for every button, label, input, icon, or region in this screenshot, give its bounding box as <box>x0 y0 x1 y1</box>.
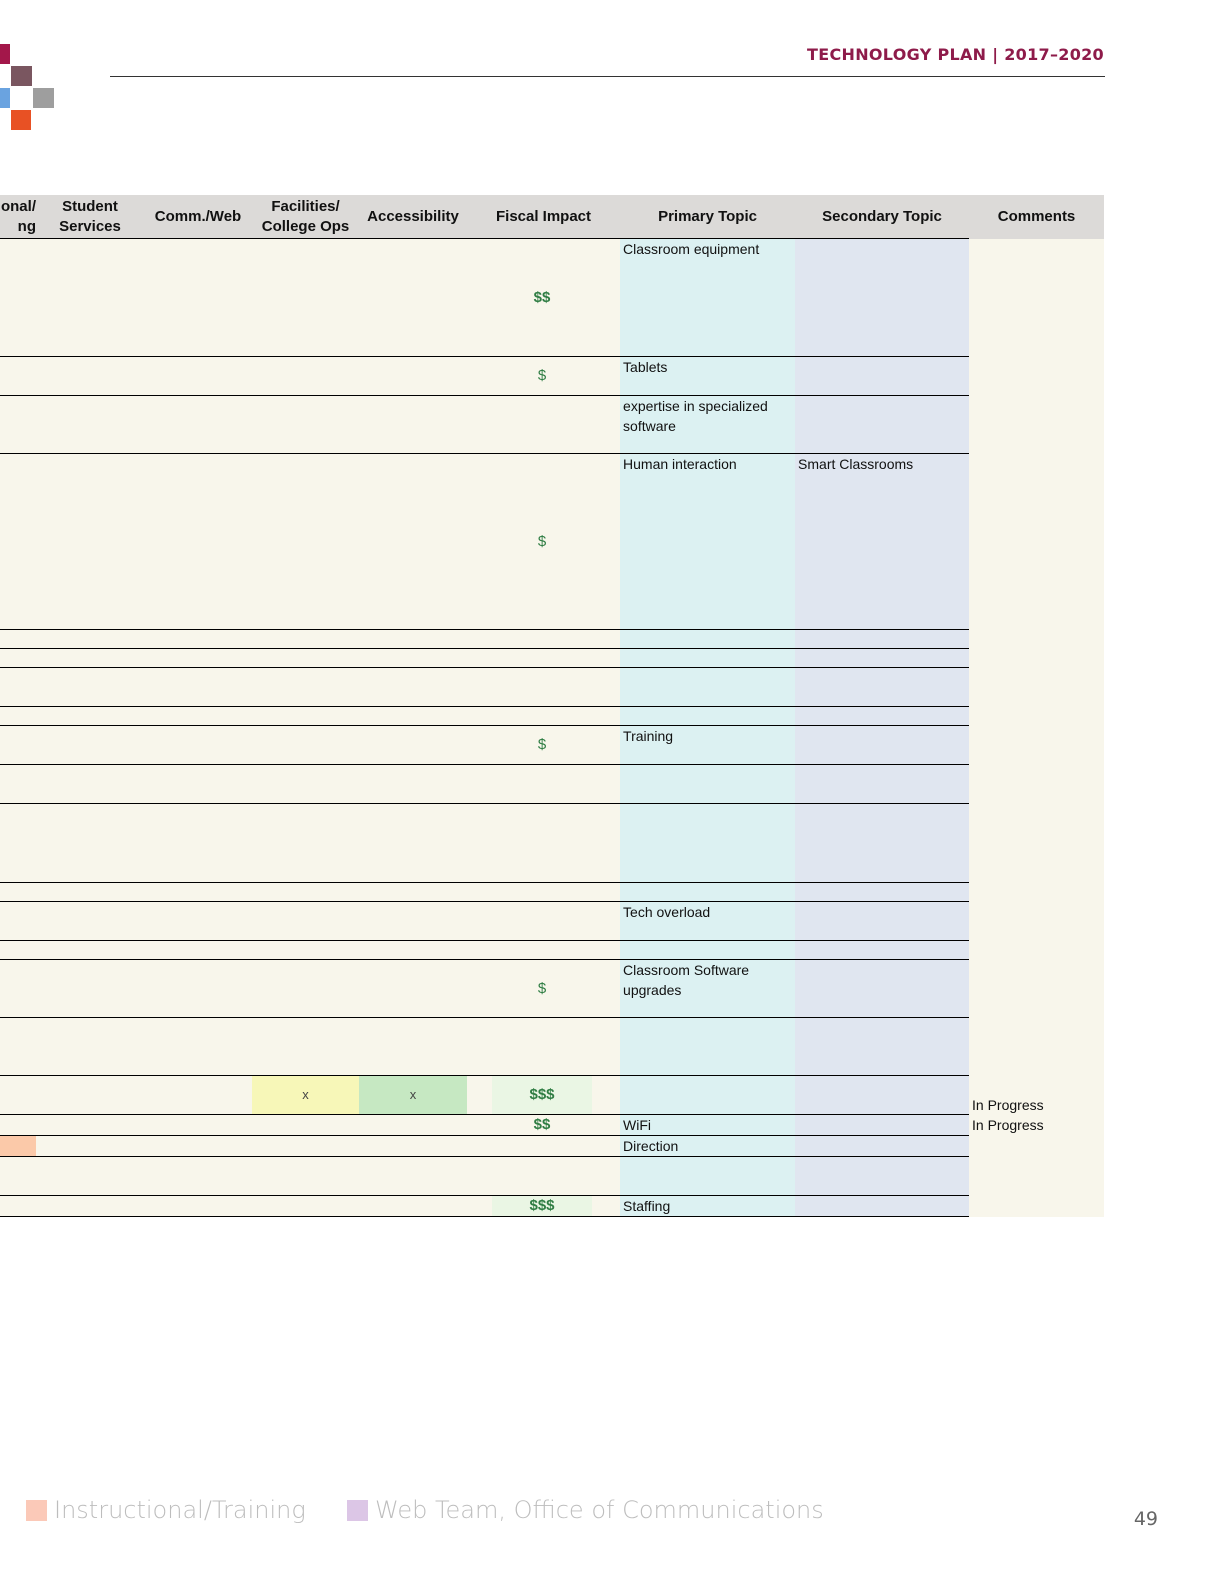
primary-topic-cell <box>620 1018 795 1076</box>
col-instructional-label: onal/ ng <box>0 197 36 235</box>
fiscal-cell <box>492 1018 592 1076</box>
table-row <box>0 454 1104 630</box>
primary-topic-cell <box>620 883 795 902</box>
secondary-topic-cell <box>795 668 969 707</box>
comments-cell <box>969 707 1104 726</box>
fiscal-cell <box>492 668 592 707</box>
comments-cell: In Progress <box>969 1076 1104 1115</box>
primary-topic-cell <box>620 668 795 707</box>
comments-cell <box>969 630 1104 649</box>
col-comm-web-header <box>144 195 252 239</box>
fiscal-cell <box>492 630 592 649</box>
fiscal-cell: $$ <box>492 1115 592 1136</box>
table-row <box>0 726 1104 765</box>
fiscal-cell <box>492 396 592 454</box>
secondary-topic-cell <box>795 357 969 396</box>
secondary-topic-cell <box>795 726 969 765</box>
primary-topic-cell: Training <box>620 726 795 765</box>
logo-square-1 <box>0 44 10 64</box>
secondary-topic-cell <box>795 1115 969 1136</box>
table-row <box>0 1196 1104 1217</box>
secondary-topic-cell <box>795 804 969 883</box>
primary-topic-cell: Staffing <box>620 1196 795 1217</box>
table-row <box>0 649 1104 668</box>
secondary-topic-cell <box>795 1136 969 1157</box>
primary-topic-cell: Direction <box>620 1136 795 1157</box>
primary-topic-cell <box>620 804 795 883</box>
col-comments-label: Comments <box>997 207 1076 225</box>
legend-label-web-team: Web Team, Office of Communications <box>375 1496 824 1524</box>
accessibility-mark-cell: x <box>359 1076 467 1115</box>
fiscal-cell: $ <box>492 357 592 396</box>
primary-topic-cell <box>620 630 795 649</box>
secondary-topic-cell <box>795 630 969 649</box>
col-accessibility-header <box>359 195 467 239</box>
primary-topic-cell <box>620 649 795 668</box>
logo-square-5 <box>11 110 31 130</box>
primary-topic-cell: Tech overload <box>620 902 795 941</box>
primary-topic-cell: Classroom Software upgrades <box>620 960 795 1018</box>
legend-swatch-web-team <box>347 1500 368 1521</box>
fiscal-cell <box>492 941 592 960</box>
table-row <box>0 357 1104 396</box>
table-row <box>0 707 1104 726</box>
table-row <box>0 1018 1104 1076</box>
table-row <box>0 1157 1104 1196</box>
legend-label-instructional: Instructional/Training <box>54 1496 306 1524</box>
comments-cell <box>969 396 1104 454</box>
comments-cell <box>969 1136 1104 1157</box>
col-secondary-header <box>795 195 969 239</box>
comments-cell <box>969 1157 1104 1196</box>
comments-cell: In Progress <box>969 1115 1104 1136</box>
comments-cell <box>969 883 1104 902</box>
primary-topic-cell <box>620 765 795 804</box>
col-student-services-header <box>36 195 144 239</box>
primary-topic-cell <box>620 1157 795 1196</box>
table-row <box>0 960 1104 1018</box>
col-secondary-label: Secondary Topic <box>822 207 942 225</box>
col-comm-web-label: Comm./Web <box>154 207 242 225</box>
legend-instructional <box>26 1496 306 1524</box>
comments-cell <box>969 941 1104 960</box>
secondary-topic-cell: Smart Classrooms <box>795 454 969 630</box>
table-row <box>0 941 1104 960</box>
legend-web-team <box>347 1496 824 1524</box>
table-row <box>0 239 1104 357</box>
primary-topic-cell: WiFi <box>620 1115 795 1136</box>
comments-cell <box>969 902 1104 941</box>
facilities-mark-cell: x <box>252 1076 359 1115</box>
comments-cell <box>969 960 1104 1018</box>
logo-square-2 <box>11 66 32 86</box>
table-row <box>0 396 1104 454</box>
col-facilities-label: Facilities/ College Ops <box>261 197 350 235</box>
secondary-topic-cell <box>795 883 969 902</box>
primary-topic-cell: Classroom equipment <box>620 239 795 357</box>
primary-topic-cell: Tablets <box>620 357 795 396</box>
comments-cell <box>969 804 1104 883</box>
secondary-topic-cell <box>795 1157 969 1196</box>
technology-plan-table <box>0 195 1104 1217</box>
col-instructional-header <box>0 195 36 239</box>
table-row <box>0 1115 1104 1136</box>
primary-topic-cell <box>620 941 795 960</box>
comments-cell <box>969 765 1104 804</box>
col-facilities-header <box>252 195 359 239</box>
comments-cell <box>969 726 1104 765</box>
comments-cell <box>969 1018 1104 1076</box>
secondary-topic-cell <box>795 396 969 454</box>
secondary-topic-cell <box>795 1196 969 1217</box>
fiscal-cell <box>492 765 592 804</box>
primary-topic-cell <box>620 1076 795 1115</box>
page-header-title: TECHNOLOGY PLAN | 2017–2020 <box>807 45 1104 64</box>
instructional-highlight-cell <box>0 1136 36 1157</box>
header-divider <box>110 76 1105 77</box>
fiscal-cell <box>492 1136 592 1157</box>
col-comments-header <box>969 195 1104 239</box>
fiscal-cell: $ <box>492 726 592 765</box>
col-fiscal-label: Fiscal Impact <box>495 207 592 225</box>
secondary-topic-cell <box>795 960 969 1018</box>
fiscal-cell: $ <box>492 960 592 1018</box>
secondary-topic-cell <box>795 239 969 357</box>
secondary-topic-cell <box>795 707 969 726</box>
fiscal-cell <box>492 883 592 902</box>
col-student-services-label: Student Services <box>59 197 121 235</box>
table-row <box>0 804 1104 883</box>
fiscal-cell <box>492 649 592 668</box>
fiscal-cell <box>492 902 592 941</box>
fiscal-cell: $$$ <box>492 1076 592 1115</box>
table-row <box>0 630 1104 649</box>
secondary-topic-cell <box>795 941 969 960</box>
primary-topic-cell: expertise in specialized software <box>620 396 795 454</box>
fiscal-cell: $$ <box>492 239 592 357</box>
col-primary-header <box>620 195 795 239</box>
table-row <box>0 1076 1104 1115</box>
table-row <box>0 1136 1104 1157</box>
comments-cell <box>969 1196 1104 1217</box>
table-row <box>0 765 1104 804</box>
fiscal-cell <box>492 804 592 883</box>
table-header-row <box>0 195 1104 239</box>
comments-cell <box>969 649 1104 668</box>
secondary-topic-cell <box>795 902 969 941</box>
col-fiscal-header <box>467 195 620 239</box>
secondary-topic-cell <box>795 765 969 804</box>
page-number: 49 <box>1133 1508 1158 1530</box>
primary-topic-cell: Human interaction <box>620 454 795 630</box>
table-row <box>0 668 1104 707</box>
comments-cell <box>969 357 1104 396</box>
comments-cell <box>969 454 1104 630</box>
table-row <box>0 902 1104 941</box>
col-accessibility-label: Accessibility <box>367 207 459 225</box>
secondary-topic-cell <box>795 649 969 668</box>
fiscal-cell: $ <box>492 454 592 630</box>
col-primary-label: Primary Topic <box>658 207 757 225</box>
logo-square-4 <box>33 88 54 108</box>
logo-square-3 <box>0 88 10 108</box>
fiscal-cell <box>492 1157 592 1196</box>
legend-swatch-instructional <box>26 1500 47 1521</box>
secondary-topic-cell <box>795 1018 969 1076</box>
primary-topic-cell <box>620 707 795 726</box>
comments-cell <box>969 239 1104 357</box>
fiscal-cell <box>492 707 592 726</box>
table-row <box>0 883 1104 902</box>
fiscal-cell: $$$ <box>492 1196 592 1217</box>
comments-cell <box>969 668 1104 707</box>
secondary-topic-cell <box>795 1076 969 1115</box>
